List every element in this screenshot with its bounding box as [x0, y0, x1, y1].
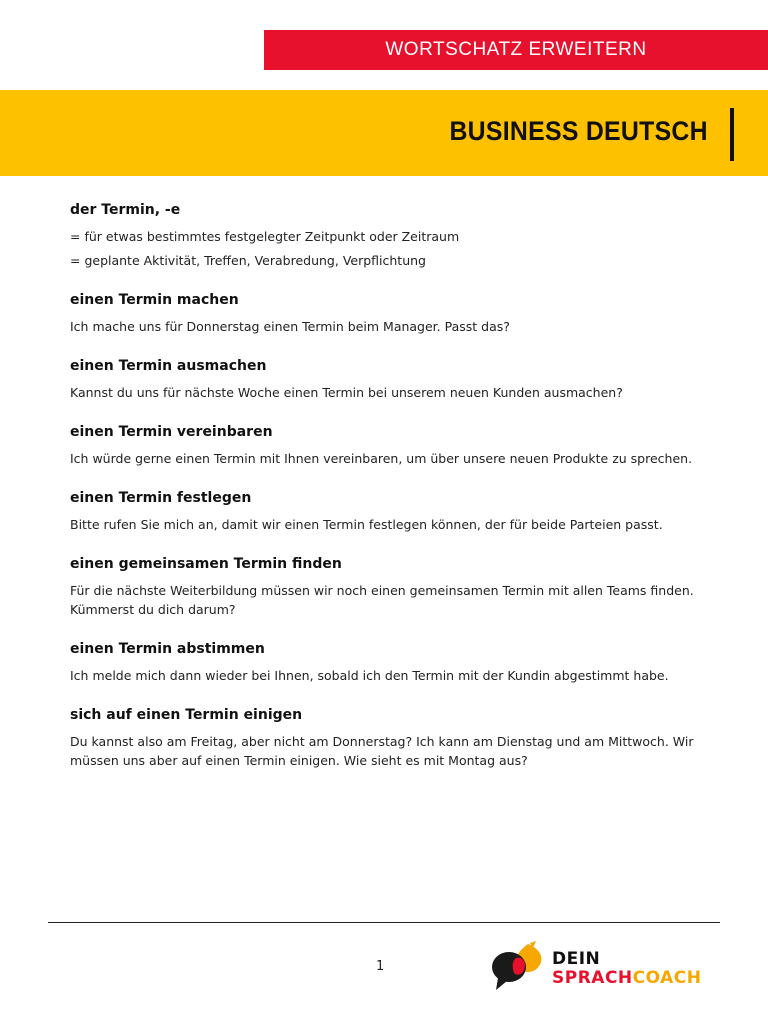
- vocab-example: Kannst du uns für nächste Woche einen Termin bei unserem neuen Kunden ausmachen?: [70, 385, 623, 400]
- vocab-entry: [70, 358, 710, 402]
- vocab-example: Ich melde mich dann wieder bei Ihnen, sobald ich den Termin mit der Kundin abgestimmt habe.: [70, 668, 669, 683]
- vocab-entry: [70, 292, 710, 336]
- speech-bubbles-icon: [490, 940, 552, 992]
- vocab-example: Bitte rufen Sie mich an, damit wir einen Termin festlegen können, der für beide Parteien passt.: [70, 517, 663, 532]
- vocab-term: einen gemeinsamen Termin finden: [70, 556, 342, 572]
- vocab-term: sich auf einen Termin einigen: [70, 707, 303, 723]
- title-band: [0, 90, 768, 176]
- logo-text-line2: [552, 968, 702, 988]
- title-accent-bar: [730, 108, 734, 161]
- vocab-entry: [70, 424, 710, 468]
- vocab-term: einen Termin machen: [70, 292, 239, 308]
- vocab-example: Ich würde gerne einen Termin mit Ihnen vereinbaren, um über unsere neuen Produkte zu sprechen.: [70, 451, 693, 466]
- page-title: BUSINESS DEUTSCH: [449, 116, 708, 146]
- vocab-example: = geplante Aktivität, Treffen, Verabredung, Verpflichtung: [70, 253, 426, 268]
- page-number: 1: [376, 959, 385, 974]
- vocab-term: einen Termin festlegen: [70, 490, 252, 506]
- vocab-term: einen Termin vereinbaren: [70, 424, 273, 440]
- vocab-entry: [70, 707, 710, 770]
- vocab-example: Für die nächste Weiterbildung müssen wir noch einen gemeinsamen Termin mit allen Teams finden. Kümmerst du dich darum?: [70, 583, 694, 617]
- vocabulary-list: [70, 202, 710, 792]
- section-banner: [264, 30, 768, 70]
- logo-text-coach: COACH: [632, 968, 702, 988]
- vocab-entry: [70, 202, 710, 270]
- footer-divider: [48, 922, 720, 923]
- vocab-entry: [70, 641, 710, 685]
- vocab-term: einen Termin ausmachen: [70, 358, 267, 374]
- logo-text-sprach: SPRACH: [552, 968, 633, 988]
- section-banner-label: WORTSCHATZ ERWEITERN: [385, 39, 647, 60]
- vocab-entry: [70, 556, 710, 619]
- logo-text-line1: DEIN: [552, 949, 601, 969]
- vocab-entry: [70, 490, 710, 534]
- vocab-term: einen Termin abstimmen: [70, 641, 265, 657]
- brand-logo: [490, 940, 710, 992]
- vocab-example: Du kannst also am Freitag, aber nicht am Donnerstag? Ich kann am Dienstag und am Mittwoch. Wir müssen uns aber auf einen Termin einigen. Wie sieht es mit Montag aus?: [70, 734, 694, 768]
- vocab-term: der Termin, -e: [70, 202, 181, 218]
- vocab-example: Ich mache uns für Donnerstag einen Termin beim Manager. Passt das?: [70, 319, 510, 334]
- vocab-example: = für etwas bestimmtes festgelegter Zeitpunkt oder Zeitraum: [70, 229, 460, 244]
